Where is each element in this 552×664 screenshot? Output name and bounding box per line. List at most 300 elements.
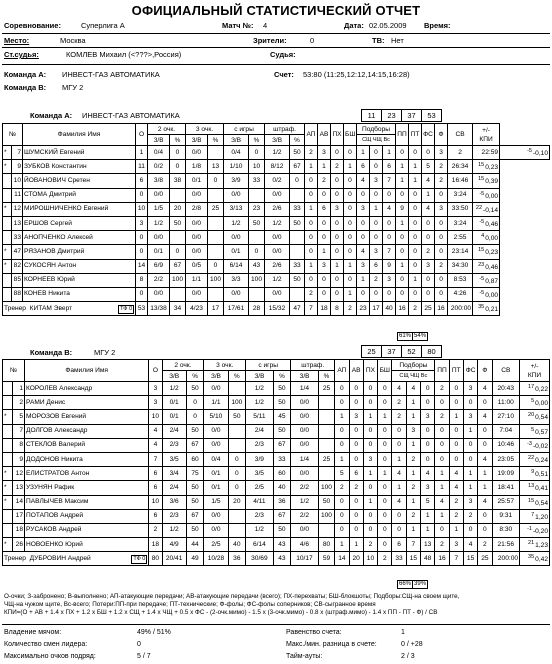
stat-cell: 0 xyxy=(335,438,349,452)
plus-minus: 15 xyxy=(528,497,535,504)
stat-cell: 0/0 xyxy=(224,188,249,202)
stat-cell: 3 xyxy=(435,146,448,160)
stat-cell: 0 xyxy=(335,495,349,509)
stat-cell: 33 xyxy=(290,202,305,216)
stat-cell: 26:34 xyxy=(448,160,473,174)
stat-cell: 1 xyxy=(396,259,409,273)
stat-cell: 0/0 xyxy=(204,438,228,452)
stat-cell: 0 xyxy=(421,382,435,396)
stat-cell: 0 xyxy=(208,174,224,188)
total-cell: 30/69 xyxy=(246,552,274,566)
player-name: ДОЛГОВ Александр xyxy=(25,424,149,438)
stat-cell: 0/2 xyxy=(148,160,170,174)
stat-cell: 0/0 xyxy=(186,216,208,230)
stat-cell: 0 xyxy=(378,523,392,537)
stat-cell: 0 xyxy=(335,396,349,410)
col-pm-kpi xyxy=(473,124,500,146)
coach-label: Тренер xyxy=(4,304,26,312)
stat-cell: 1 xyxy=(392,452,406,466)
stat-cell: 0 xyxy=(331,231,344,245)
stat-cell: 0 xyxy=(136,188,148,202)
stat-cell: 23:05 xyxy=(492,452,520,466)
stat-cell: 67 xyxy=(170,259,186,273)
stat-cell: 50 xyxy=(170,216,186,230)
stat-cell: 1 xyxy=(406,523,420,537)
col-field: с игры xyxy=(246,360,291,371)
stat-cell: 0/0 xyxy=(186,287,208,301)
kpi: 0,22 xyxy=(535,386,548,394)
stat-cell: 0 xyxy=(378,382,392,396)
stat-cell xyxy=(170,287,186,301)
stat-cell: 0 xyxy=(463,396,477,410)
stat-cell: 2/2 xyxy=(291,481,319,495)
col-fs: ФС xyxy=(463,360,477,382)
player-number: 13 xyxy=(12,481,24,495)
max-run-value: 5 / 7 xyxy=(137,653,151,660)
timeouts-label: Тайм-ауты: xyxy=(286,653,323,660)
player-number: 47 xyxy=(12,245,23,259)
stat-cell: 0 xyxy=(383,188,396,202)
pm-kpi-cell xyxy=(473,273,500,287)
stat-cell: 3/13 xyxy=(224,202,249,216)
col-two: 2 очк. xyxy=(148,124,186,135)
kpi: 0,00 xyxy=(535,400,548,408)
stat-cell: 0 xyxy=(378,438,392,452)
total-cell: 15/32 xyxy=(265,302,290,316)
stat-cell: 0 xyxy=(449,438,463,452)
stat-cell: 44 xyxy=(186,538,204,552)
stat-cell: 0 xyxy=(421,396,435,410)
stat-cell: 3 xyxy=(318,146,331,160)
stat-cell: 1 xyxy=(357,146,370,160)
stat-cell: 4 xyxy=(449,467,463,481)
stat-cell: 0 xyxy=(357,216,370,230)
report-title: ОФИЦИАЛЬНЫЙ СТАТИСТИЧЕСКИЙ ОТЧЕТ xyxy=(131,3,421,18)
stat-cell: 36 xyxy=(273,495,291,509)
stat-cell: 50 xyxy=(273,523,291,537)
stat-cell: 14 xyxy=(136,259,148,273)
stat-cell: 5 xyxy=(421,495,435,509)
stat-cell: 0 xyxy=(370,146,383,160)
kpi: 0,00 xyxy=(485,292,499,300)
stat-cell: 75 xyxy=(186,467,204,481)
stat-cell: 4 xyxy=(463,538,477,552)
stat-cell: 2/5 xyxy=(246,481,274,495)
player-number: 13 xyxy=(12,216,23,230)
stat-cell: 7:04 xyxy=(492,424,520,438)
stat-cell: 3 xyxy=(357,259,370,273)
stat-cell: 5/11 xyxy=(246,410,274,424)
player-name: СТОМА Дмитрий xyxy=(23,188,136,202)
stat-cell: 2/8 xyxy=(186,202,208,216)
stat-cell: 4 xyxy=(478,382,492,396)
stat-cell: 0 xyxy=(363,382,377,396)
stat-cell: 6 xyxy=(149,509,162,523)
plus-minus: 13 xyxy=(528,483,535,490)
teamB-label: Команда В: xyxy=(30,348,73,357)
stat-cell: 0 xyxy=(396,188,409,202)
stat-cell: 1 xyxy=(305,259,318,273)
stat-cell: 27:10 xyxy=(492,410,520,424)
total-cell: 14 xyxy=(335,552,349,566)
plus-minus: -5 xyxy=(479,289,485,296)
stat-cell: 0 xyxy=(305,188,318,202)
plus-minus: -5 xyxy=(527,148,532,154)
total-cell: 200:00 xyxy=(492,552,520,566)
stat-cell: 0 xyxy=(170,146,186,160)
player-name: КОРОЛЕВ Александр xyxy=(25,382,149,396)
tf-value: 0 xyxy=(142,555,146,562)
stat-cell: 0 xyxy=(478,523,492,537)
player-number: 12 xyxy=(12,202,23,216)
stat-cell: 0 xyxy=(228,452,246,466)
stat-cell: 0 xyxy=(363,509,377,523)
player-number: 14 xyxy=(12,495,24,509)
stat-cell: 0 xyxy=(331,216,344,230)
stat-cell: 0 xyxy=(249,146,265,160)
stat-cell: 0 xyxy=(363,438,377,452)
teamA-stats-table xyxy=(2,123,550,316)
stat-cell: 1 xyxy=(335,538,349,552)
player-number: 12 xyxy=(12,467,24,481)
player-row xyxy=(3,382,550,396)
stat-cell: 0/0 xyxy=(148,287,170,301)
starter-mark xyxy=(3,231,12,245)
stat-cell: 0 xyxy=(349,509,363,523)
stat-cell: 0 xyxy=(396,273,409,287)
pm-kpi-cell xyxy=(473,287,500,301)
lead-changes-value: 0 xyxy=(137,641,141,648)
stat-cell: 0 xyxy=(357,188,370,202)
stat-cell: 25:57 xyxy=(492,495,520,509)
total-cell: 25 xyxy=(478,552,492,566)
stat-cell: 3 xyxy=(357,202,370,216)
player-number: 85 xyxy=(12,273,23,287)
ties-value: 1 xyxy=(401,629,405,636)
player-name: ЗУБКОВ Константин xyxy=(23,160,136,174)
stat-cell: 1 xyxy=(478,481,492,495)
stat-cell: 11:00 xyxy=(492,396,520,410)
total-cell: 59 xyxy=(318,552,335,566)
stat-cell: 0 xyxy=(249,245,265,259)
stat-cell: 50 xyxy=(273,424,291,438)
stat-cell: 1 xyxy=(363,495,377,509)
stat-cell: 0/0 xyxy=(204,424,228,438)
plus-minus: 5 xyxy=(531,398,535,405)
stat-cell: 0/0 xyxy=(291,424,319,438)
stat-cell: 25 xyxy=(208,202,224,216)
col-zv: З/В xyxy=(186,135,208,146)
stat-cell: 0 xyxy=(370,188,383,202)
player-number: 18 xyxy=(12,523,24,537)
col-ap: АП xyxy=(305,124,318,146)
stat-cell: 0 xyxy=(305,174,318,188)
stat-cell: 0 xyxy=(392,509,406,523)
plus-minus: 17 xyxy=(528,384,535,390)
total-cell: 10/17 xyxy=(291,552,319,566)
possession-value: 49% / 51% xyxy=(137,629,171,636)
stat-cell: 2/3 xyxy=(162,509,186,523)
stat-cell: 38 xyxy=(170,174,186,188)
col-f: Ф xyxy=(435,124,448,146)
stat-cell: 6 xyxy=(370,259,383,273)
stat-cell: 50 xyxy=(318,495,335,509)
stat-cell: 0 xyxy=(331,188,344,202)
stat-cell: 0 xyxy=(421,452,435,466)
player-row xyxy=(3,259,550,273)
col-three: 3 очк. xyxy=(186,124,224,135)
player-number: 17 xyxy=(12,509,24,523)
stat-cell: 0 xyxy=(349,523,363,537)
stat-cell: 7 xyxy=(383,245,396,259)
total-cell: 80 xyxy=(149,552,162,566)
stat-cell: 33 xyxy=(290,259,305,273)
stat-cell: 8 xyxy=(136,273,148,287)
col-ap: АП xyxy=(335,360,349,382)
stat-cell: 0 xyxy=(378,424,392,438)
stat-cell: 23:14 xyxy=(448,245,473,259)
stat-cell: 0 xyxy=(344,273,357,287)
quarter-score: 53 xyxy=(427,111,436,120)
pm-kpi-cell xyxy=(520,495,550,509)
stat-cell: 0 xyxy=(435,396,449,410)
col-sv: СВ xyxy=(492,360,520,382)
starter-mark xyxy=(3,509,13,523)
col-pt: ПТ xyxy=(449,360,463,382)
stat-cell xyxy=(318,424,335,438)
col-pm: +/- xyxy=(482,126,490,134)
stat-cell: 0 xyxy=(363,481,377,495)
col-rebounds: Подборы xyxy=(392,360,435,371)
stat-cell: 1 xyxy=(435,467,449,481)
stat-cell: 1 xyxy=(409,174,422,188)
col-pct: % xyxy=(249,135,265,146)
stat-cell: 0 xyxy=(318,273,331,287)
stat-cell: 0/0 xyxy=(265,231,290,245)
stat-cell: 1 xyxy=(396,174,409,188)
col-num: № xyxy=(3,124,23,146)
kpi: 0,00 xyxy=(485,235,499,243)
stat-cell: 0 xyxy=(409,146,422,160)
stat-cell: 9 xyxy=(383,259,396,273)
teamA-rebound-pct xyxy=(397,332,428,341)
stat-cell: 0 xyxy=(344,216,357,230)
stat-cell: 0 xyxy=(409,188,422,202)
total-cell: 17 xyxy=(370,302,383,316)
stat-cell: 4 xyxy=(392,495,406,509)
stat-cell: 0 xyxy=(449,452,463,466)
stat-cell: 0 xyxy=(344,202,357,216)
stat-cell: 1 xyxy=(449,410,463,424)
stat-cell: 1/2 xyxy=(246,523,274,537)
stat-cell: 0 xyxy=(435,523,449,537)
stat-cell: 3 xyxy=(136,216,148,230)
stat-cell: 18 xyxy=(149,538,162,552)
stat-cell: 0 xyxy=(344,231,357,245)
stat-cell: 1/2 xyxy=(162,523,186,537)
stat-cell: 0 xyxy=(318,287,331,301)
stat-cell: 0/0 xyxy=(265,287,290,301)
col-rebounds-sub: СЩ ЧЩ Вс xyxy=(392,371,435,382)
stat-cell: 0 xyxy=(435,188,448,202)
stat-cell: 4 xyxy=(478,452,492,466)
stat-cell: 0 xyxy=(392,438,406,452)
stat-cell: 0 xyxy=(396,146,409,160)
col-bsh: БШ xyxy=(378,360,392,382)
stat-cell: 1 xyxy=(344,287,357,301)
rebound-pct-opp: 54% xyxy=(414,333,427,339)
stat-cell: 3 xyxy=(349,410,363,424)
total-cell: 48 xyxy=(421,552,435,566)
max-run-label: Максимально очков подряд: xyxy=(4,653,96,660)
stat-cell xyxy=(228,523,246,537)
stat-cell: 50 xyxy=(186,424,204,438)
stat-cell: 0 xyxy=(449,424,463,438)
stat-cell: 0 xyxy=(305,273,318,287)
stat-cell: 50 xyxy=(273,396,291,410)
stat-cell: 2 xyxy=(463,509,477,523)
stat-cell: 0 xyxy=(136,245,148,259)
total-cell: 16 xyxy=(396,302,409,316)
stat-cell: 10:46 xyxy=(492,438,520,452)
plus-minus: 5 xyxy=(531,426,535,433)
stat-cell: 3 xyxy=(463,382,477,396)
stat-cell: 2 xyxy=(406,509,420,523)
player-name: ДОДОНОВ Никита xyxy=(25,452,149,466)
total-cell: 49 xyxy=(186,552,204,566)
stat-cell: 4 xyxy=(149,438,162,452)
stat-cell: 2 xyxy=(435,538,449,552)
stat-cell: 1 xyxy=(449,523,463,537)
stat-cell: 4 xyxy=(383,202,396,216)
col-field: с игры xyxy=(224,124,265,135)
player-name: НОВОЕНКО Юрий xyxy=(25,538,149,552)
stat-cell: 0 xyxy=(421,424,435,438)
stat-cell: 0 xyxy=(409,245,422,259)
stat-cell: 25 xyxy=(318,452,335,466)
stat-cell: 25 xyxy=(318,382,335,396)
player-name: УЗУНЯН Рафик xyxy=(25,481,149,495)
stat-cell xyxy=(170,188,186,202)
player-row xyxy=(3,202,550,216)
stat-cell: 0 xyxy=(228,481,246,495)
rebound-pct-own: 66% xyxy=(399,581,412,587)
col-zv: З/В xyxy=(224,135,249,146)
player-number: 1 xyxy=(12,382,24,396)
stat-cell: 7 xyxy=(406,538,420,552)
col-pct: % xyxy=(186,371,204,382)
kpi: 0,42 xyxy=(535,556,548,564)
stat-cell: 2 xyxy=(435,160,448,174)
stat-cell: 4/11 xyxy=(246,495,274,509)
starter-mark xyxy=(3,174,12,188)
stat-cell: 80 xyxy=(318,538,335,552)
pm-kpi-cell xyxy=(520,538,550,552)
stat-cell: 40 xyxy=(273,481,291,495)
stat-cell: 6/9 xyxy=(148,259,170,273)
quarter-score: 37 xyxy=(382,346,402,357)
stat-cell: 1 xyxy=(406,396,420,410)
starter-mark: * xyxy=(3,467,13,481)
player-number: 10 xyxy=(12,174,23,188)
stat-cell: 8:53 xyxy=(448,273,473,287)
stat-cell: 13 xyxy=(421,538,435,552)
stat-cell xyxy=(249,188,265,202)
stat-cell: 3 xyxy=(421,481,435,495)
stat-cell: 0 xyxy=(378,509,392,523)
stat-cell: 0 xyxy=(409,216,422,230)
stat-cell: 2 xyxy=(435,174,448,188)
stat-cell: 1 xyxy=(409,273,422,287)
stat-cell: 10 xyxy=(136,202,148,216)
stat-cell: 0 xyxy=(409,231,422,245)
stat-cell: 0 xyxy=(463,452,477,466)
player-number: 26 xyxy=(12,538,24,552)
teamB-stats-table xyxy=(2,359,550,566)
total-cell: 28 xyxy=(249,302,265,316)
col-penalty: штраф. xyxy=(291,360,335,371)
stat-cell: 2/2 xyxy=(148,273,170,287)
plus-minus: -1 xyxy=(527,525,532,532)
stat-cell: 0 xyxy=(186,410,204,424)
stat-cell: 0 xyxy=(478,396,492,410)
stat-cell: 0 xyxy=(422,287,435,301)
stat-cell: 50 xyxy=(228,410,246,424)
stat-cell: 60 xyxy=(273,467,291,481)
stat-cell: 20:43 xyxy=(492,382,520,396)
pm-kpi-cell xyxy=(473,216,500,230)
total-cell: 2 xyxy=(344,302,357,316)
teamB-name: МГУ 2 xyxy=(94,348,116,357)
stat-cell: 1/2 xyxy=(162,382,186,396)
stat-cell: 50 xyxy=(186,382,204,396)
kpi: 0,46 xyxy=(485,263,499,271)
stat-cell: 3/9 xyxy=(246,452,274,466)
total-cell: 20/41 xyxy=(162,552,186,566)
stat-cell: 4 xyxy=(478,410,492,424)
player-name: РЯЗАНОВ Дмитрий xyxy=(23,245,136,259)
stat-cell: 2 xyxy=(335,481,349,495)
player-row xyxy=(3,509,550,523)
total-cell: 16 xyxy=(435,302,448,316)
stat-cell: 1/2 xyxy=(291,495,319,509)
stat-cell: 0 xyxy=(136,231,148,245)
stat-cell: 2 xyxy=(406,481,420,495)
col-zv: З/В xyxy=(265,135,290,146)
place-value: Москва xyxy=(60,36,86,45)
total-cell: 16 xyxy=(435,552,449,566)
col-pct: % xyxy=(228,371,246,382)
col-pp: ПП xyxy=(435,360,449,382)
pm-kpi-cell xyxy=(520,424,550,438)
pm-kpi-cell xyxy=(473,160,500,174)
kpi: 0,41 xyxy=(535,485,548,493)
stat-cell: 2 xyxy=(305,287,318,301)
date-label: Дата: xyxy=(344,21,364,30)
player-row xyxy=(3,523,550,537)
stat-cell: 0 xyxy=(136,287,148,301)
stat-cell: 2/5 xyxy=(204,538,228,552)
stat-cell: 0 xyxy=(435,273,448,287)
stat-cell: 50 xyxy=(290,146,305,160)
stat-cell: 0 xyxy=(331,146,344,160)
starter-mark: * xyxy=(3,259,12,273)
stat-cell: 67 xyxy=(186,509,204,523)
stat-cell: 1 xyxy=(363,467,377,481)
teamA-header-name: ИНВЕСТ-ГАЗ АВТОМАТИКА xyxy=(62,70,160,79)
col-pct: % xyxy=(208,135,224,146)
pm-kpi-cell xyxy=(520,410,550,424)
